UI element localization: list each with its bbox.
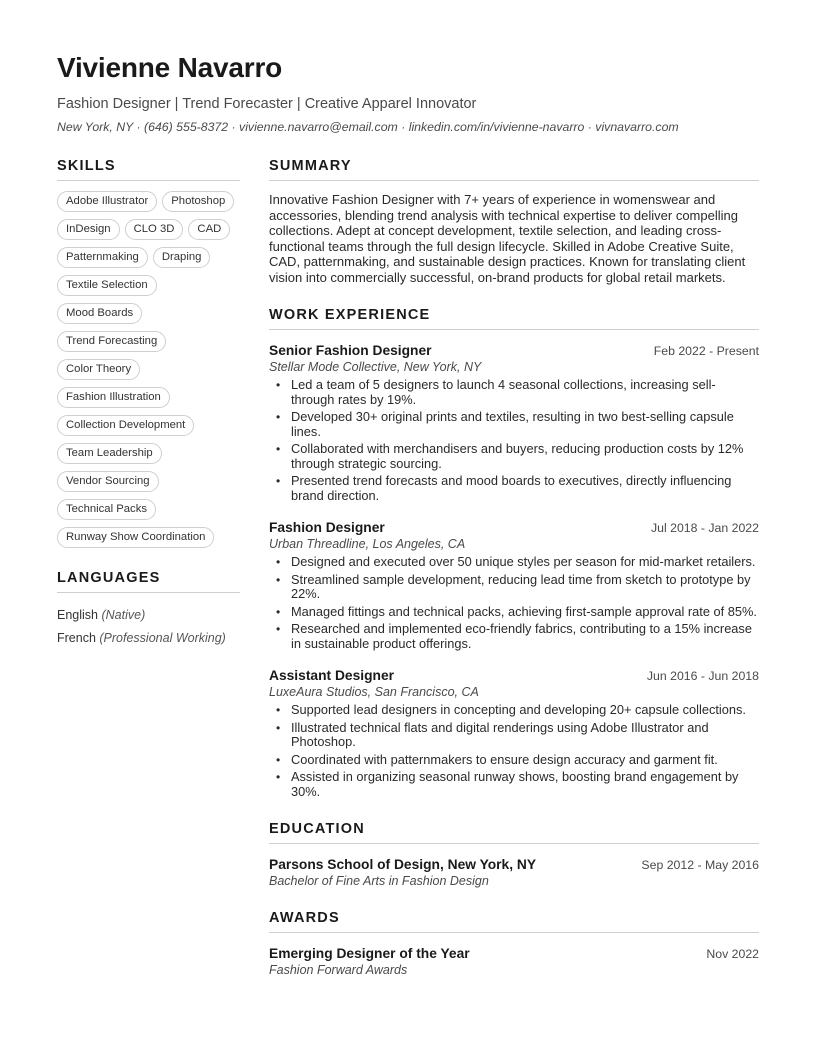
experience-heading: WORK EXPERIENCE [269, 307, 759, 330]
job-bullet: • Coordinated with patternmakers to ensure design accuracy and garment fit. [269, 753, 759, 768]
job-entry [269, 520, 759, 651]
job-title: Fashion Designer [269, 520, 385, 535]
awards-heading: AWARDS [269, 910, 759, 933]
education-entry [269, 857, 759, 888]
job-company: Urban Threadline, Los Angeles, CA [269, 537, 466, 551]
right-column [269, 158, 759, 977]
education-section [269, 821, 759, 888]
language-name: English [57, 608, 98, 622]
job-bullet: • Presented trend forecasts and mood boards to executives, directly influencing brand direction. [269, 474, 759, 503]
skills-heading: SKILLS [57, 158, 240, 181]
contact-info: New York, NY · (646) 555-8372 · vivienne.navarro@email.com · linkedin.com/in/vivienne-navarro · vivnavarro.com [57, 120, 679, 134]
job-bullet: • Designed and executed over 50 unique styles per season for mid-market retailers. [269, 555, 759, 570]
skill-chip: Collection Development [57, 415, 194, 436]
skill-chip: Mood Boards [57, 303, 142, 324]
job-bullet: • Supported lead designers in concepting and developing 20+ capsule collections. [269, 703, 759, 718]
language-name: French [57, 631, 96, 645]
job-bullets [269, 555, 759, 651]
skill-chip: Color Theory [57, 359, 140, 380]
summary-heading: SUMMARY [269, 158, 759, 181]
candidate-name: Vivienne Navarro [57, 52, 283, 83]
skill-chip: Photoshop [162, 191, 234, 212]
skills-list [57, 191, 240, 548]
skill-chip: Team Leadership [57, 443, 162, 464]
award-entry [269, 946, 759, 977]
candidate-tagline: Fashion Designer | Trend Forecaster | Creative Apparel Innovator [57, 96, 477, 112]
job-bullets [269, 378, 759, 503]
job-date: Feb 2022 - Present [653, 344, 759, 358]
summary-text: Innovative Fashion Designer with 7+ years of experience in womenswear and accessories, blending trend analysis with technical expertise to deliver compelling collections. Adept at concept development, textile selection, and leading cross-functional teams through the full design lifecycle. Skilled in Adobe Creative Suite, CAD, patternmaking, and sustainable design practices. Known for translating client vision into commercially successful, on-brand products for global retail markets. [269, 192, 746, 285]
language-item [57, 604, 240, 627]
job-entry [269, 668, 759, 799]
language-item [57, 627, 240, 650]
skill-chip: CLO 3D [125, 219, 184, 240]
skill-chip: Patternmaking [57, 247, 148, 268]
job-date: Jun 2016 - Jun 2018 [646, 669, 759, 683]
job-company: LuxeAura Studios, San Francisco, CA [269, 685, 479, 699]
degree: Bachelor of Fine Arts in Fashion Design [269, 874, 489, 888]
education-heading: EDUCATION [269, 821, 759, 844]
skill-chip: Textile Selection [57, 275, 157, 296]
skill-chip: Vendor Sourcing [57, 471, 159, 492]
summary-section [269, 158, 759, 285]
education-date: Sep 2012 - May 2016 [641, 858, 759, 872]
skill-chip: CAD [188, 219, 230, 240]
skill-chip: InDesign [57, 219, 120, 240]
school-name: Parsons School of Design, New York, NY [269, 857, 537, 872]
experience-section [269, 307, 759, 799]
job-bullets [269, 703, 759, 799]
language-level: (Native) [101, 608, 146, 622]
skill-chip: Draping [153, 247, 211, 268]
skill-chip: Runway Show Coordination [57, 527, 214, 548]
job-title: Senior Fashion Designer [269, 343, 432, 358]
award-date: Nov 2022 [706, 947, 759, 961]
job-company: Stellar Mode Collective, New York, NY [269, 360, 482, 374]
skill-chip: Trend Forecasting [57, 331, 166, 352]
awards-section [269, 910, 759, 977]
job-bullet: • Researched and implemented eco-friendly fabrics, contributing to a 15% increase in sustainable product offerings. [269, 622, 759, 651]
job-bullet: • Assisted in organizing seasonal runway shows, boosting brand engagement by 30%. [269, 770, 759, 799]
job-entry [269, 343, 759, 503]
job-bullet: • Led a team of 5 designers to launch 4 seasonal collections, increasing sell-through rates by 19%. [269, 378, 759, 407]
left-column [57, 158, 240, 650]
skill-chip: Technical Packs [57, 499, 156, 520]
job-bullet: • Streamlined sample development, reducing lead time from sketch to prototype by 22%. [269, 573, 759, 602]
award-name: Emerging Designer of the Year [269, 946, 470, 961]
job-bullet: • Developed 30+ original prints and textiles, resulting in two best-selling capsule lines. [269, 410, 759, 439]
job-bullet: • Collaborated with merchandisers and buyers, reducing production costs by 12% through strategic sourcing. [269, 442, 759, 471]
job-date: Jul 2018 - Jan 2022 [650, 521, 759, 535]
skill-chip: Adobe Illustrator [57, 191, 157, 212]
language-level: (Professional Working) [99, 631, 226, 645]
job-bullet: • Managed fittings and technical packs, achieving first-sample approval rate of 85%. [269, 605, 759, 620]
languages-heading: LANGUAGES [57, 570, 240, 593]
job-bullet: • Illustrated technical flats and digital renderings using Adobe Illustrator and Photoshop. [269, 721, 759, 750]
languages-section [57, 570, 240, 650]
languages-list [57, 604, 240, 650]
skill-chip: Fashion Illustration [57, 387, 170, 408]
job-title: Assistant Designer [269, 668, 394, 683]
award-org: Fashion Forward Awards [269, 963, 408, 977]
